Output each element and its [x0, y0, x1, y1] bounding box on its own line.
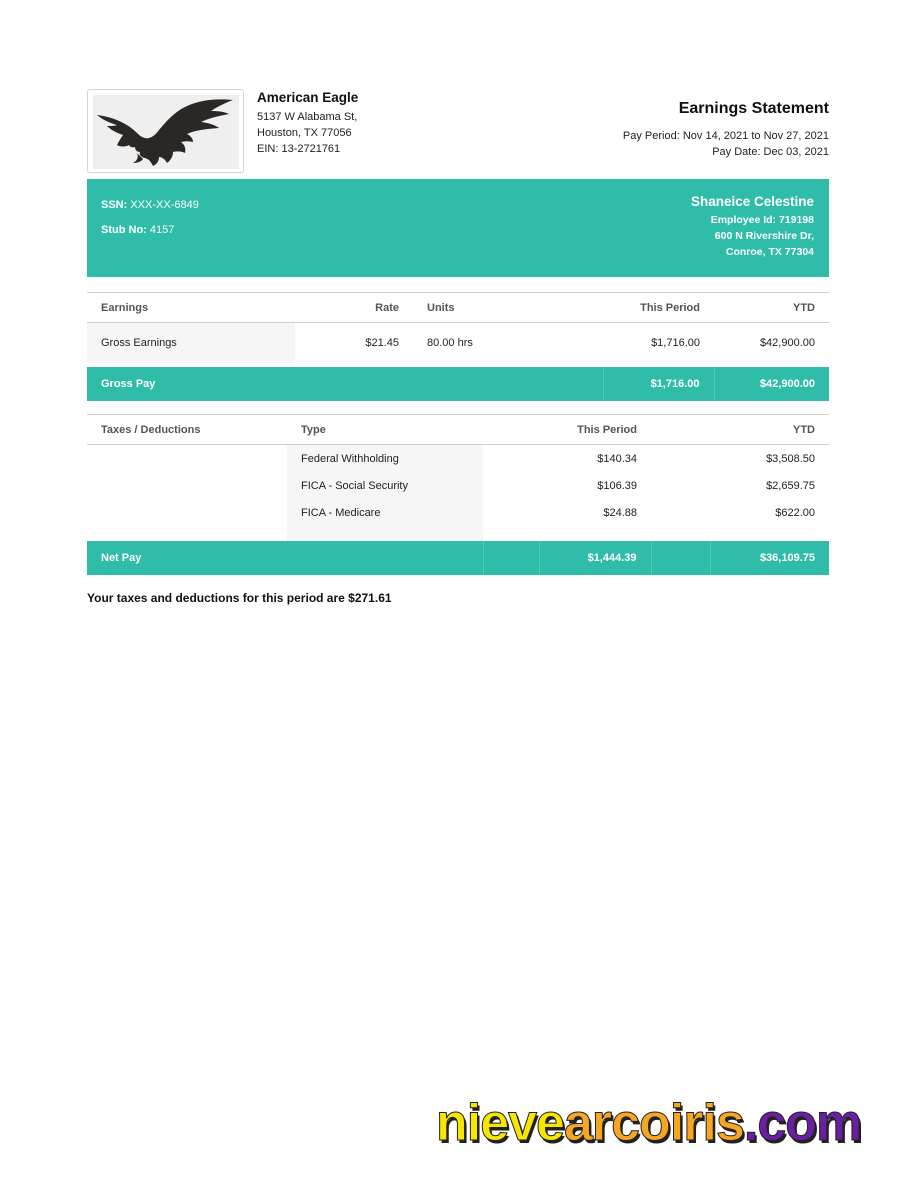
earnings-header-row [87, 293, 829, 323]
rate-header: Rate [295, 293, 413, 323]
deductions-table [87, 414, 829, 575]
statement-title: Earnings Statement [678, 100, 829, 117]
deduction-type: FICA - Social Security [287, 473, 483, 500]
stub-line [101, 218, 199, 243]
ssn-value: XXX-XX-6849 [130, 199, 199, 211]
watermark-part1: nieve [436, 1094, 564, 1152]
gross-pay-period: $1,716.00 [603, 367, 714, 401]
gross-pay-ytd: $42,900.00 [714, 367, 829, 401]
deduction-this-period: $140.34 [597, 452, 637, 465]
pay-date: Pay Date: Dec 03, 2021 [712, 146, 829, 158]
company-name: American Eagle [257, 90, 359, 105]
table-row [87, 500, 829, 527]
earning-units: 80.00 hrs [427, 336, 473, 349]
net-pay-row [87, 541, 829, 575]
employee-details [691, 193, 814, 260]
deduction-ytd: $622.00 [775, 507, 815, 519]
ssn-line [101, 193, 199, 218]
earning-this-period: $1,716.00 [651, 336, 700, 349]
earning-name: Gross Earnings [87, 323, 295, 363]
pay-period: Pay Period: Nov 14, 2021 to Nov 27, 2021 [622, 130, 829, 142]
deductions-this-period-header: This Period [539, 415, 651, 445]
this-period-header: This Period [603, 293, 714, 323]
deductions-summary: Your taxes and deductions for this period are $271.61 [87, 591, 392, 605]
employee-address-line1: 600 N Rivershire Dr, [714, 230, 814, 242]
watermark-part3: .com [743, 1094, 862, 1152]
company-address-line2: Houston, TX 77056 [257, 127, 352, 139]
deductions-ytd-header: YTD [710, 415, 829, 445]
employee-id: Employee Id: 719198 [710, 214, 814, 226]
gross-pay-label: Gross Pay [87, 367, 603, 401]
deduction-ytd: $3,508.50 [766, 452, 815, 465]
units-header: Units [413, 293, 603, 323]
earnings-header: Earnings [87, 293, 295, 323]
ssn-label: SSN: [101, 199, 128, 211]
watermark [436, 1093, 861, 1153]
company-ein: EIN: 13-2721761 [257, 143, 341, 155]
ytd-header: YTD [714, 293, 829, 323]
deduction-this-period: $106.39 [597, 480, 637, 492]
net-pay-period: $1,444.39 [539, 541, 651, 575]
employee-banner [87, 179, 829, 277]
company-logo [87, 89, 244, 173]
deduction-ytd: $2,659.75 [766, 480, 815, 492]
table-row [87, 445, 829, 473]
net-pay-ytd: $36,109.75 [710, 541, 829, 575]
watermark-part2: arcoiris [563, 1094, 744, 1152]
deductions-header-row [87, 415, 829, 445]
eagle-logo-icon [93, 95, 239, 169]
employee-name: Shaneice Celestine [690, 194, 814, 209]
company-info [257, 90, 358, 157]
gross-pay-row [87, 367, 829, 401]
deduction-type: Federal Withholding [287, 445, 483, 473]
employee-address-line2: Conroe, TX 77304 [725, 246, 814, 258]
employee-ids [101, 193, 199, 243]
earnings-table [87, 292, 829, 401]
company-address-line1: 5137 W Alabama St, [257, 111, 358, 123]
earning-rate: $21.45 [365, 336, 399, 349]
stub-value: 4157 [149, 224, 175, 236]
earning-ytd: $42,900.00 [759, 336, 815, 349]
deduction-type: FICA - Medicare [287, 500, 483, 527]
stub-label: Stub No: [101, 224, 147, 236]
statement-header [623, 99, 829, 160]
table-row [87, 473, 829, 500]
table-row [87, 323, 829, 363]
deductions-header: Taxes / Deductions [87, 415, 287, 445]
type-header: Type [287, 415, 483, 445]
deduction-this-period: $24.88 [603, 507, 637, 519]
net-pay-label: Net Pay [87, 541, 483, 575]
